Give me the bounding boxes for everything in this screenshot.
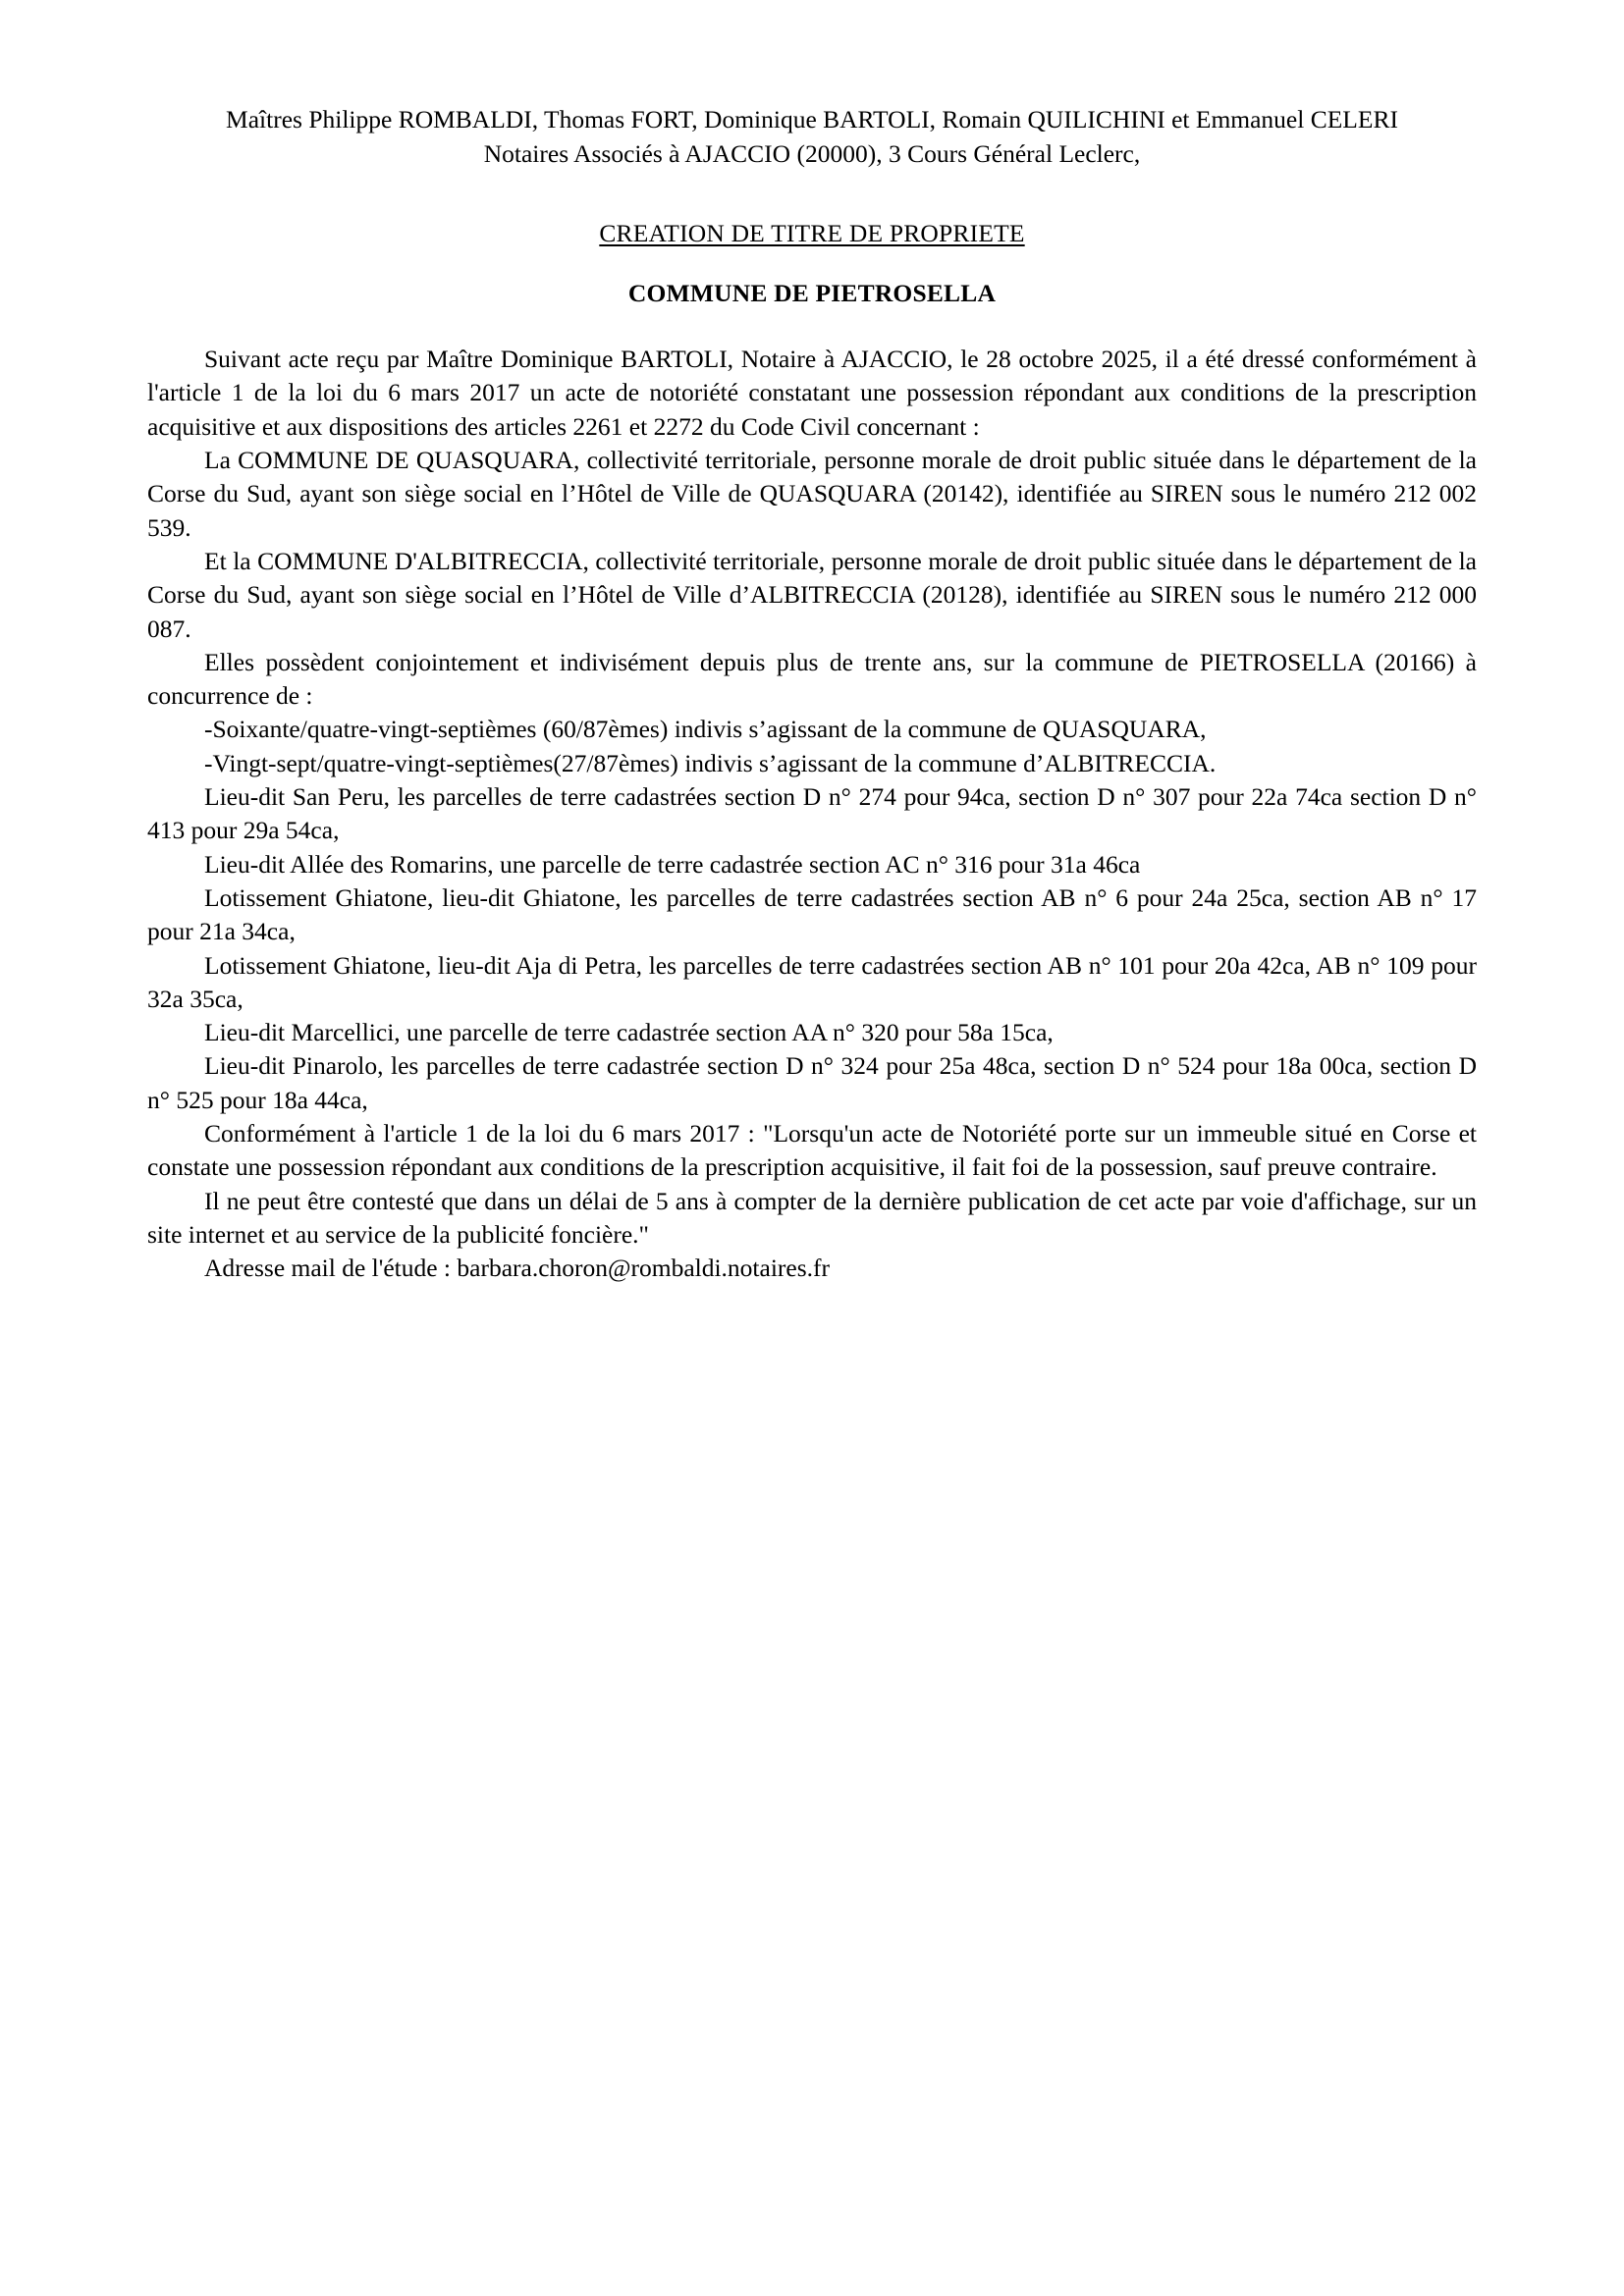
document-content [147,343,1477,1285]
share-item-albitreccia: -Vingt-sept/quatre-vingt-septièmes(27/87èmes) indivis s’agissant de la commune d’ALBITRECCIA. [204,748,1217,777]
paragraph-possession: Elles possèdent conjointement et indivisément depuis plus de trente ans, sur la commune de PIETROSELLA (20166) à concurrence de : [147,647,1477,711]
parcel-aja-di-petra: Lotissement Ghiatone, lieu-dit Aja di Petra, les parcelles de terre cadastrées section AB n° 101 pour 20a 42ca, AB n° 109 pour 32a 35ca, [147,950,1477,1013]
paragraph-intro: Suivant acte reçu par Maître Dominique BARTOLI, Notaire à AJACCIO, le 28 octobre 2025, il a été dressé conformément à l'article 1 de la loi du 6 mars 2017 un acte de notoriété constatant une possession répondant aux conditions de la prescription acquisitive et aux dispositions des articles 2261 et 2272 du Code Civil concernant : [147,345,1477,441]
parcel-san-peru: Lieu-dit San Peru, les parcelles de terre cadastrées section D n° 274 pour 94ca, section D n° 307 pour 22a 74ca section D n° 413 pour 29a 54ca, [147,782,1477,845]
document-body [147,103,1477,1286]
document-subtitle: COMMUNE DE PIETROSELLA [627,278,997,307]
paragraph-commune-albitreccia: Et la COMMUNE D'ALBITRECCIA, collectivité territoriale, personne morale de droit public située dans le département de la Corse du Sud, ayant son siège social en l’Hôtel de Ville d’ALBITRECCIA (20128), identifiée au SIREN sous le numéro 212 000 087. [147,546,1477,643]
paragraph-commune-quasquara: La COMMUNE DE QUASQUARA, collectivité territoriale, personne morale de droit public située dans le département de la Corse du Sud, ayant son siège social en l’Hôtel de Ville de QUASQUARA (20142), identifiée au SIREN sous le numéro 212 002 539. [147,446,1477,542]
paragraph-email-address: Adresse mail de l'étude : barbara.choron@rombaldi.notaires.fr [204,1254,831,1283]
parcel-allee-des-romarins: Lieu-dit Allée des Romarins, une parcelle de terre cadastrée section AC n° 316 pour 31a 46ca [204,849,1141,879]
letterhead-names: Maîtres Philippe ROMBALDI, Thomas FORT, Dominique BARTOLI, Romain QUILICHINI et Emmanuel CELERI [226,105,1398,133]
parcel-marcellici: Lieu-dit Marcellici, une parcelle de terre cadastrée section AA n° 320 pour 58a 15ca, [204,1018,1054,1047]
document-title [147,217,1477,250]
share-item-quasquara: -Soixante/quatre-vingt-septièmes (60/87èmes) indivis s’agissant de la commune de QUASQUARA, [204,715,1207,744]
parcel-ghiatone: Lotissement Ghiatone, lieu-dit Ghiatone, les parcelles de terre cadastrées section AB n° 6 pour 24a 25ca, section AB n° 17 pour 21a 34ca, [147,882,1477,946]
letterhead [147,103,1477,172]
document-title-text: CREATION DE TITRE DE PROPRIETE [599,218,1025,247]
letterhead-address: Notaires Associés à AJACCIO (20000), 3 Cours Général Leclerc, [483,139,1141,169]
paragraph-article-1-quote: Conformément à l'article 1 de la loi du 6 mars 2017 : "Lorsqu'un acte de Notoriété porte sur un immeuble situé en Corse et constate une possession répondant aux conditions de la prescription acquisitive, il fait foi de la possession, sauf preuve contraire. [147,1119,1477,1182]
paragraph-contestation-delay: Il ne peut être contesté que dans un délai de 5 ans à compter de la dernière publication de cet acte par voie d'affichage, sur un site internet et au service de la publicité foncière." [147,1186,1477,1249]
parcel-pinarolo: Lieu-dit Pinarolo, les parcelles de terre cadastrée section D n° 324 pour 25a 48ca, section D n° 524 pour 18a 00ca, section D n° 525 pour 18a 44ca, [147,1051,1477,1114]
